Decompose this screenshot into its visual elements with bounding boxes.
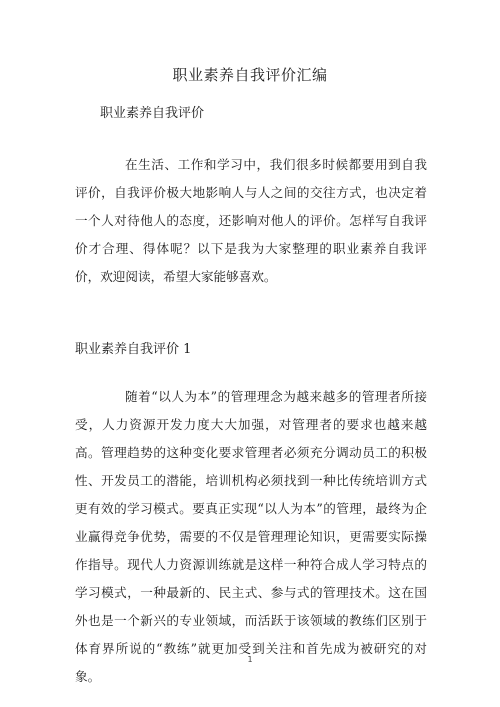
section-heading: 职业素养自我评价 1 xyxy=(75,342,192,357)
document-title: 职业素养自我评价汇编 xyxy=(172,66,328,84)
section-paragraph: 随着“以人为本”的管理理念为越来越多的管理者所接受，人力资源开发力度大大加强，对管理者的要求也越来越高。管理趋势的这种变化要求管理者必须充分调动员工的积极性、开发员工的潜能，培训机构必须找到一种比传统培训方式更有效的学习模式。要真正实现“以人为本”的管理，最终为企业赢得竞争优势，需要的不仅是管理理论知识，更需要实际操作指导。现代人力资源训练就是这样一种符合成人学习特点的学习模式，一种最新的、民主式、参与式的管理技术。这在国外也是一个新兴的专业领域，而活跃于该领域的教练们区别于体育界所说的“教练”就更加受到关注和首先成为被研究的对象。 xyxy=(75,389,427,684)
intro-heading: 职业素养自我评价 xyxy=(100,106,205,121)
page-number: 1 xyxy=(247,655,253,664)
intro-paragraph: 在生活、工作和学习中，我们很多时候都要用到自我评价，自我评价极大地影响人与人之间的交往方式，也决定着一个人对待他人的态度，还影响对他人的评价。怎样写自我评价才合理、得体呢？以下是我为大家整理的职业素养自我评价，欢迎阅读，希望大家能够喜欢。 xyxy=(75,157,427,284)
